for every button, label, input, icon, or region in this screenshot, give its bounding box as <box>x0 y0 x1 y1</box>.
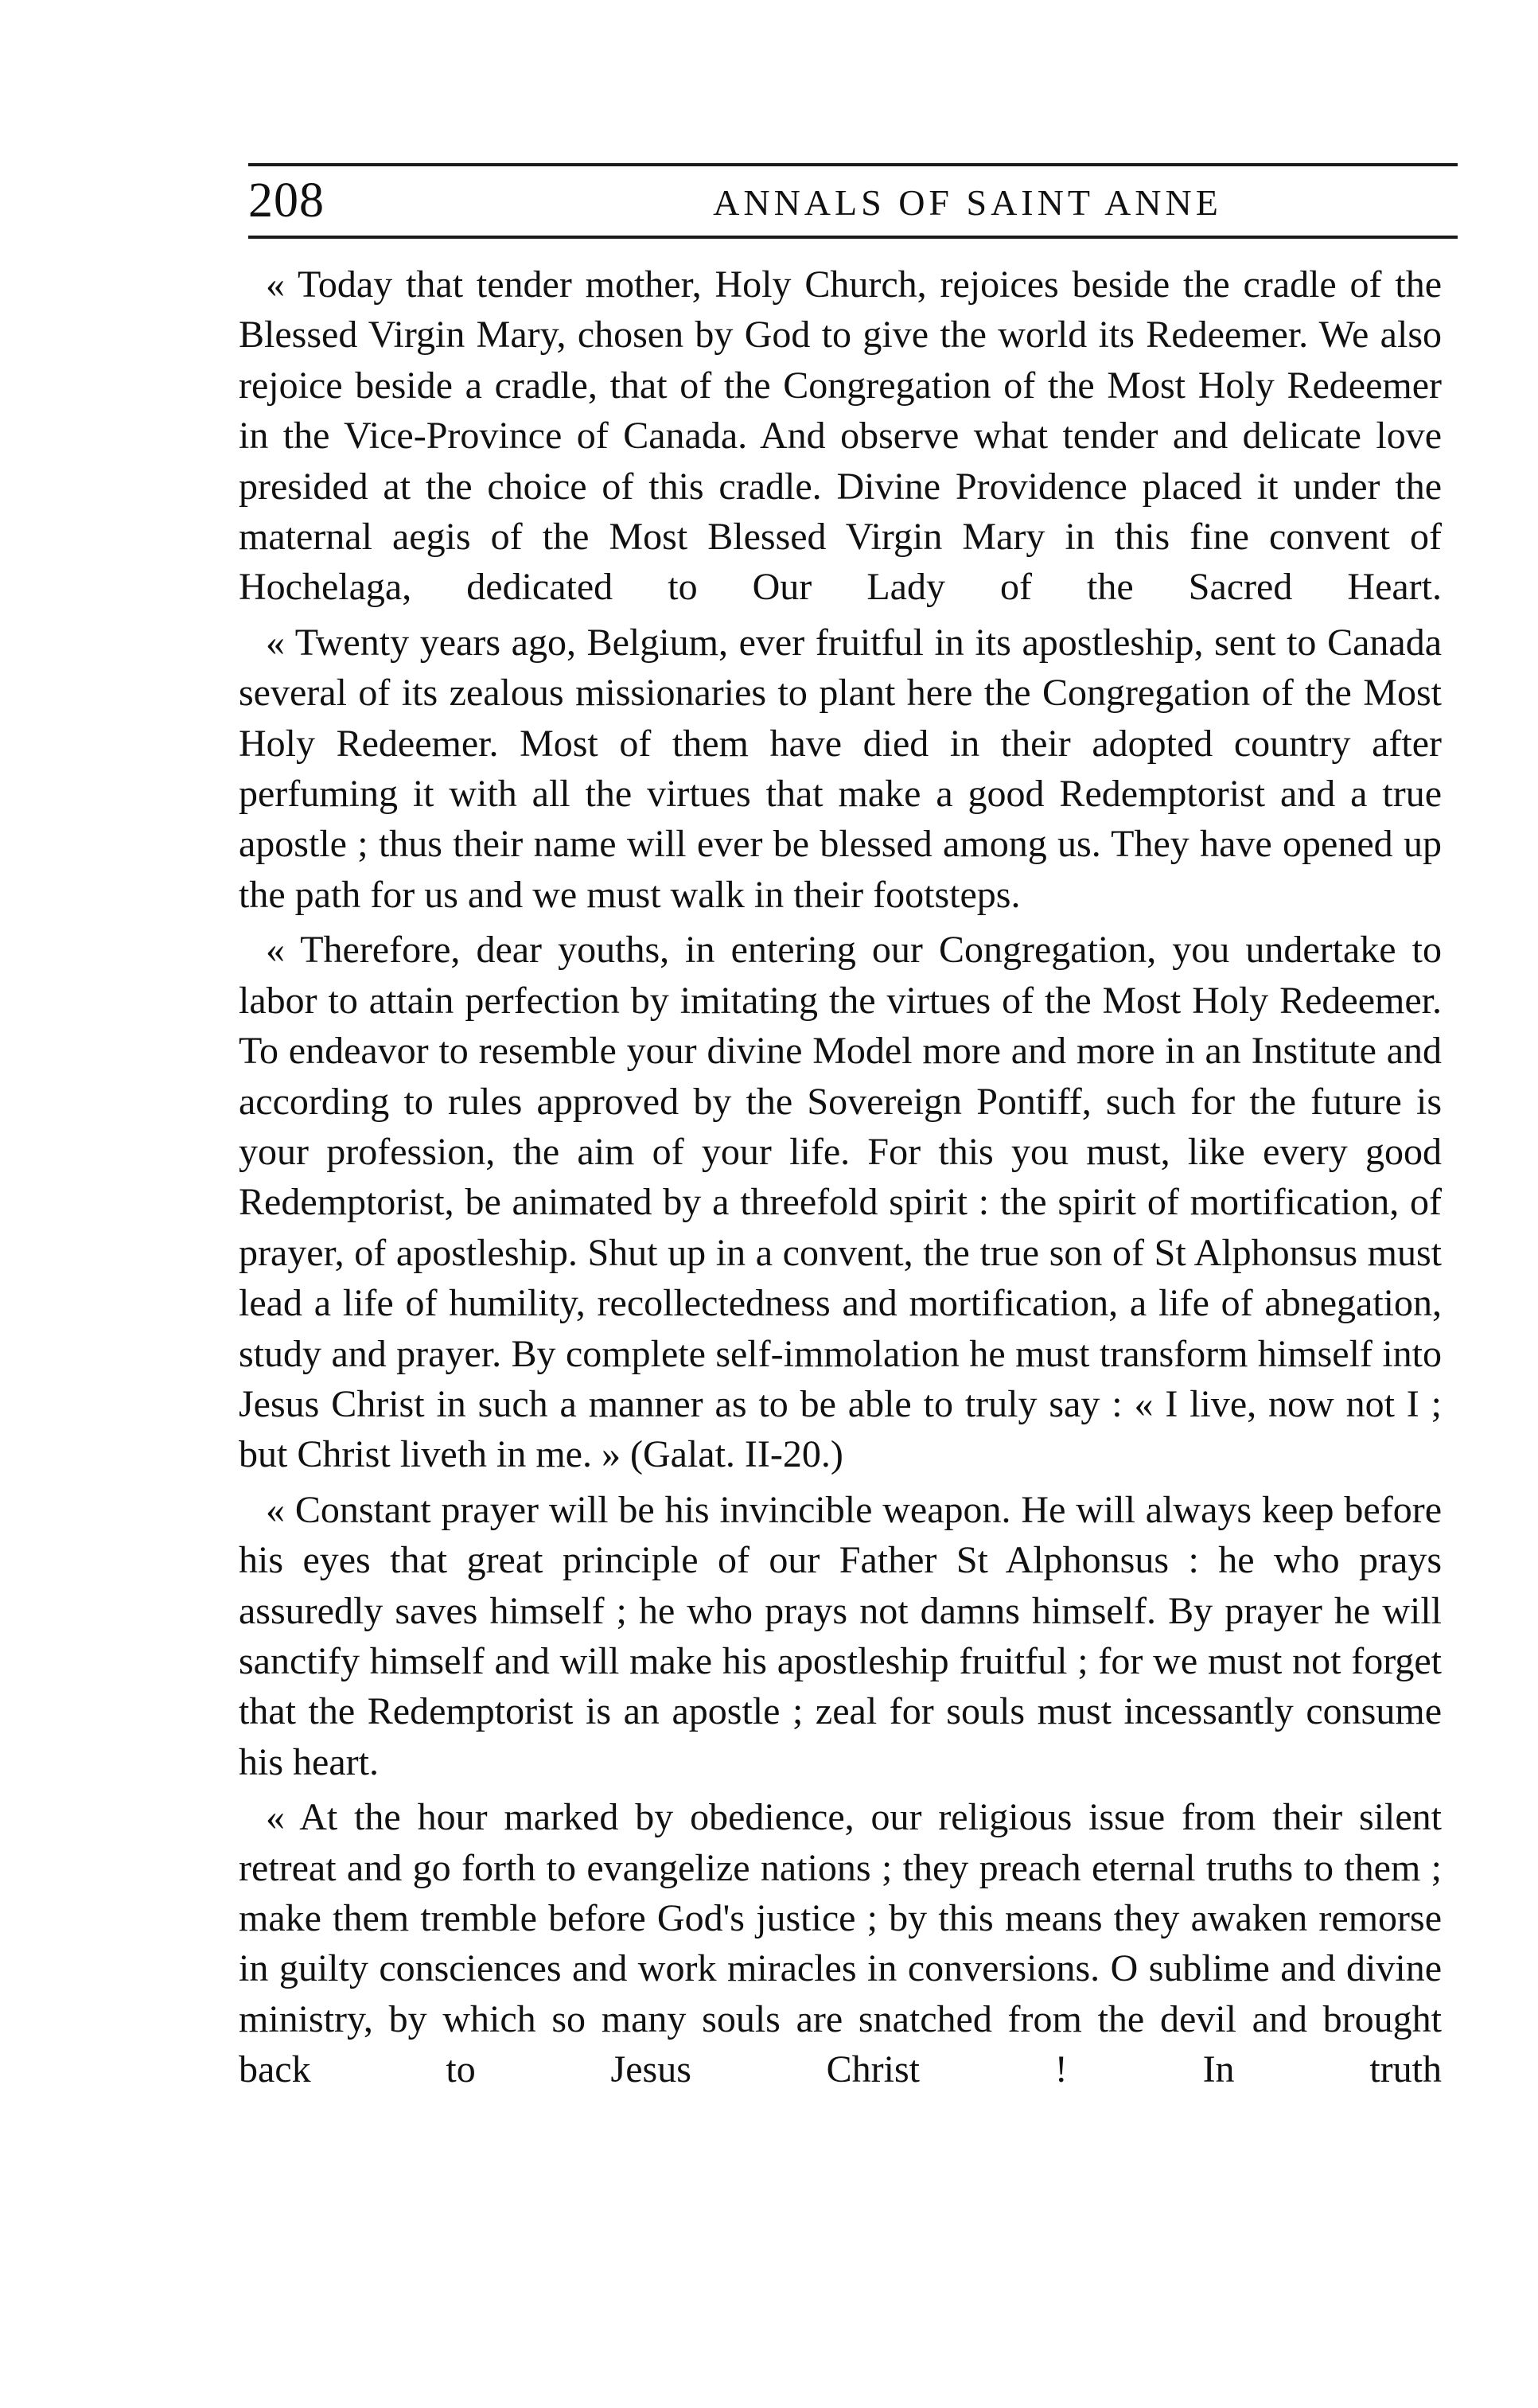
paragraph-5: « At the hour marked by obedience, our religious issue from their silent retreat and go forth to evangelize nations ; they preach eternal truths to them ; make them tremble before God's justice ; by this means they awaken remorse in guilty consciences and work miracles in conversions. O sublime and divine ministry, by which so many souls are snatched from the devil and brought back to Jesus Christ ! In truth <box>239 1796 1442 2091</box>
page-number: 208 <box>248 173 325 228</box>
paragraph-4: « Constant prayer will be his invincible weapon. He will always keep before his eyes that great principle of our Father St Alphonsus : he who prays assuredly saves himself ; he who prays not damns himself. By prayer he will sanctify himself and will make his apostleship fruitful ; for we must not forget that the Redemptorist is an apostle ; zeal for souls must incessantly consume his heart. <box>239 1488 1442 1783</box>
header-bottom-rule <box>248 236 1458 239</box>
paragraph-2: « Twenty years ago, Belgium, ever fruitful in its apostleship, sent to Canada several of its zealous missionaries to plant here the Congregation of the Most Holy Redeemer. Most of them have died in their adopted country after perfuming it with all the virtues that make a good Redemptorist and a true apostle ; thus their name will ever be blessed among us. They have opened up the path for us and we must walk in their footsteps. <box>239 621 1442 916</box>
body-text <box>239 259 1442 2100</box>
paragraph-1: « Today that tender mother, Holy Church, rejoices beside the cradle of the Blessed Virgin Mary, chosen by God to give the world its Redeemer. We also rejoice beside a cradle, that of the Congregation of the Most Holy Redeemer in the Vice-Province of Canada. And observe what tender and delicate love presided at the choice of this cradle. Divine Providence placed it under the maternal aegis of the Most Blessed Virgin Mary in this fine convent of Hochelaga, dedicated to Our Lady of the Sacred Heart. <box>239 263 1442 609</box>
header-top-rule <box>248 163 1458 166</box>
paragraph-3: « Therefore, dear youths, in entering our Congregation, you undertake to labor to attain perfection by imitating the virtues of the Most Holy Redeemer. To endeavor to resemble your divine Model more and more in an Institute and according to rules approved by the Sovereign Pontiff, such for the future is your profession, the aim of your life. For this you must, like every good Redemptorist, be animated by a threefold spirit : the spirit of mortification, of prayer, of apostleship. Shut up in a convent, the true son of St Alphonsus must lead a life of humility, recollectedness and mortification, a life of abnegation, study and prayer. By complete self-immolation he must transform himself into Jesus Christ in such a manner as to be able to truly say : « I live, now not I ; but Christ liveth in me. » (Galat. II-20.) <box>239 929 1442 1476</box>
running-title: ANNALS OF SAINT ANNE <box>713 182 1222 223</box>
